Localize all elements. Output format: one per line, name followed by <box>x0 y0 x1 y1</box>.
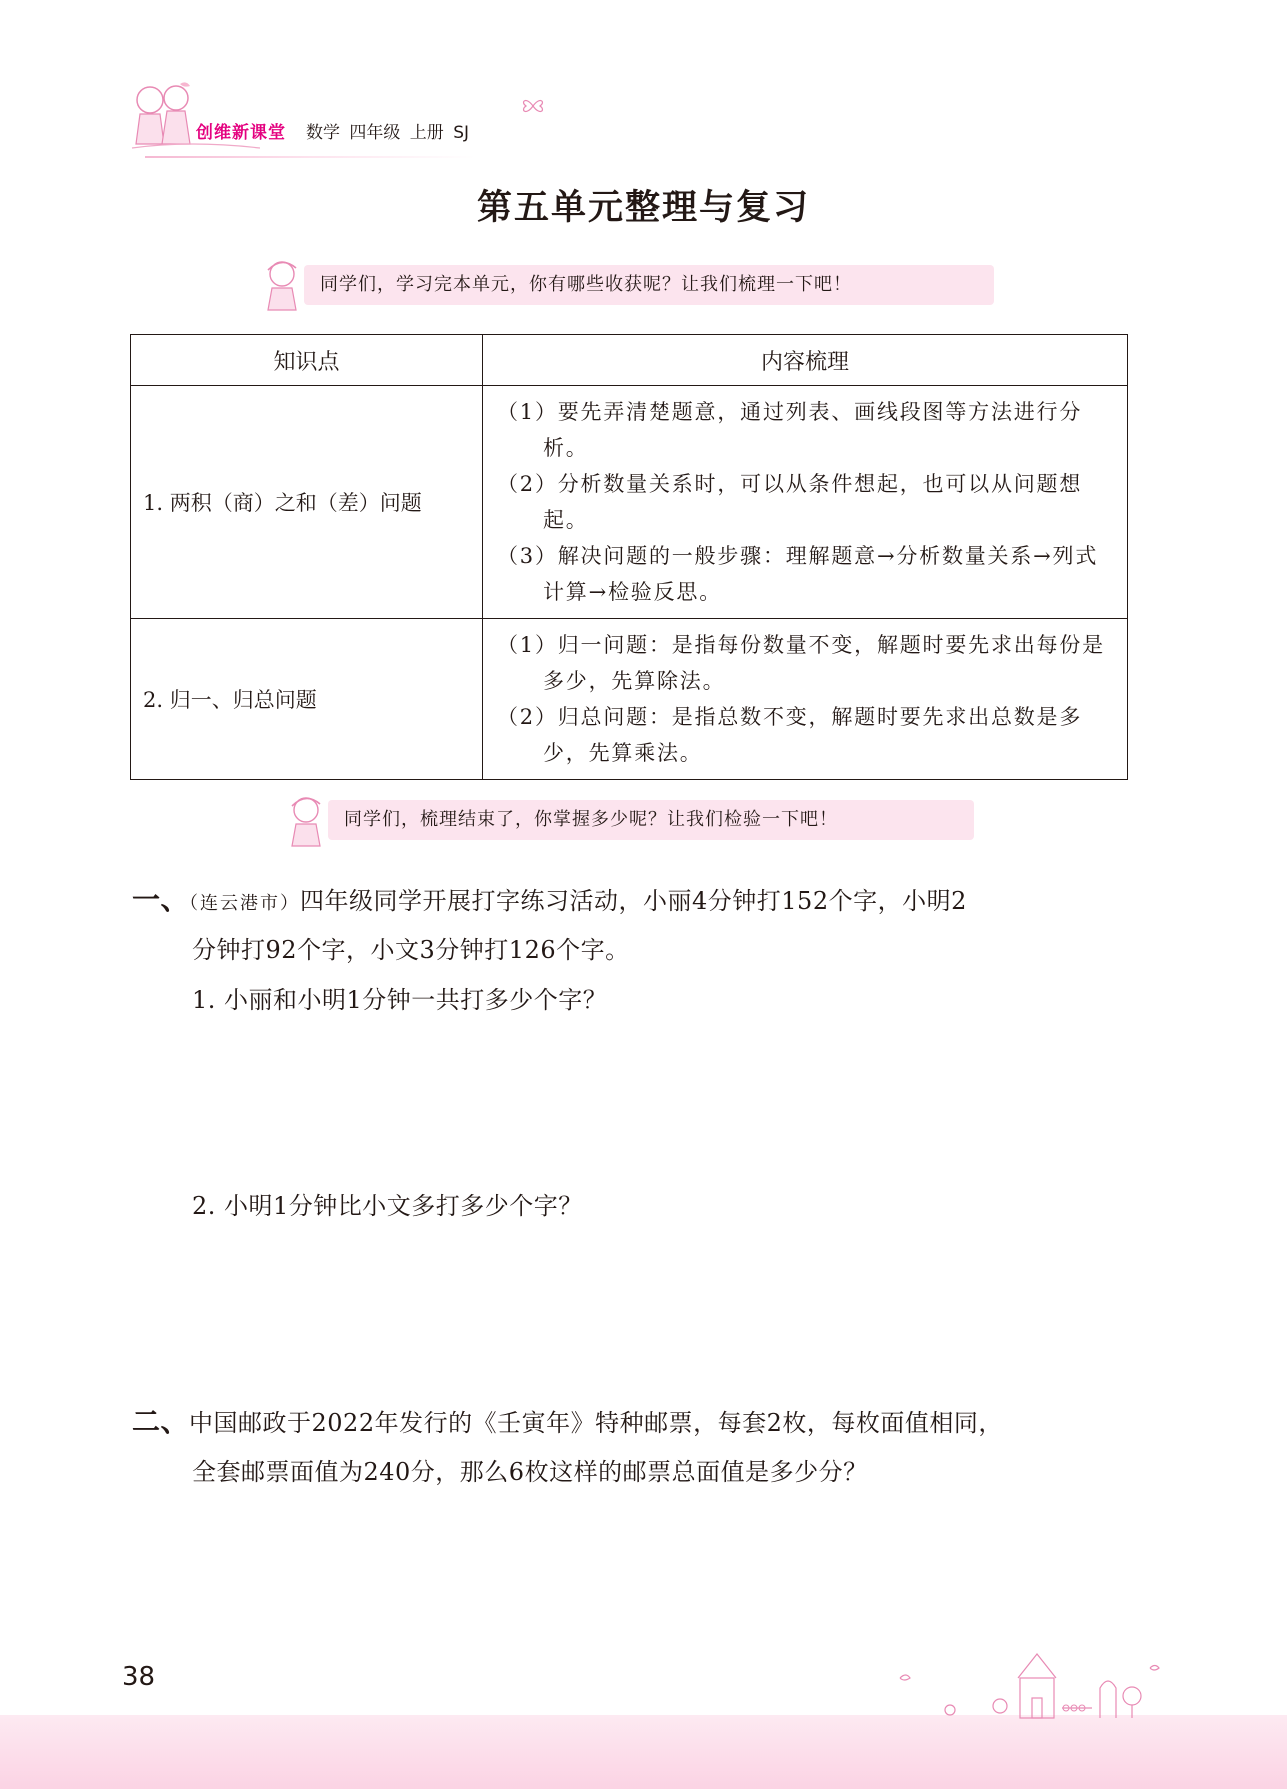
question-2-line1 <box>132 1400 1003 1440</box>
table-row <box>131 619 1128 780</box>
table-cell-content <box>483 386 1128 619</box>
question-1-line2: 分钟打92个字，小文3分钟打126个字。 <box>192 936 630 964</box>
girl-icon <box>282 792 332 850</box>
brand-name: 创维新课堂 <box>196 123 286 143</box>
question-source: （连云港市） <box>189 893 301 914</box>
table-cell-topic: 2. 归一、归总问题 <box>131 619 483 780</box>
table-header-knowledge: 知识点 <box>131 335 483 386</box>
content-item: （1）归一问题：是指每份数量不变，解题时要先求出每份是多少，先算除法。 <box>497 633 1105 693</box>
table-header-row <box>131 335 1128 386</box>
question-1-part-2: 2. 小明1分钟比小文多打多少个字？ <box>192 1192 583 1220</box>
table-cell-topic: 1. 两积（商）之和（差）问题 <box>131 386 483 619</box>
question-text: 中国邮政于2022年发行的《壬寅年》特种邮票，每套2枚，每枚面值相同， <box>189 1409 1003 1437</box>
table-cell-content <box>483 619 1128 780</box>
content-item: （2）归总问题：是指总数不变，解题时要先求出总数是多少，先算乘法。 <box>497 705 1083 765</box>
table-row <box>131 386 1128 619</box>
page-number: 38 <box>122 1662 156 1692</box>
header-divider <box>145 156 475 158</box>
knowledge-summary-table <box>130 334 1128 780</box>
question-number: 一、 <box>132 883 190 916</box>
book-info: 数学 四年级 上册 SJ <box>306 123 470 143</box>
butterfly-icon <box>520 96 546 116</box>
review-prompt-bubble: 同学们，学习完本单元，你有哪些收获呢？让我们梳理一下吧！ <box>304 265 994 305</box>
question-1-line1 <box>132 878 967 918</box>
question-text: 四年级同学开展打字练习活动，小丽4分钟打152个字，小明2 <box>300 887 967 915</box>
question-number: 二、 <box>132 1405 190 1438</box>
question-1-part-1: 1. 小丽和小明1分钟一共打多少个字？ <box>192 986 608 1014</box>
castle-illustration <box>880 1648 1180 1720</box>
question-2-line2: 全套邮票面值为240分，那么6枚这样的邮票总面值是多少分？ <box>192 1458 868 1486</box>
page-title: 第五单元整理与复习 <box>476 188 810 228</box>
check-prompt-bubble: 同学们，梳理结束了，你掌握多少呢？让我们检验一下吧！ <box>328 800 974 840</box>
content-item: （1）要先弄清楚题意，通过列表、画线段图等方法进行分析。 <box>497 400 1083 460</box>
content-item: （2）分析数量关系时，可以从条件想起，也可以从问题想起。 <box>497 472 1083 532</box>
footer-band <box>0 1715 1287 1789</box>
table-header-content: 内容梳理 <box>483 335 1128 386</box>
content-item: （3）解决问题的一般步骤：理解题意→分析数量关系→列式计算→检验反思。 <box>497 544 1099 604</box>
girl-icon <box>258 256 308 314</box>
